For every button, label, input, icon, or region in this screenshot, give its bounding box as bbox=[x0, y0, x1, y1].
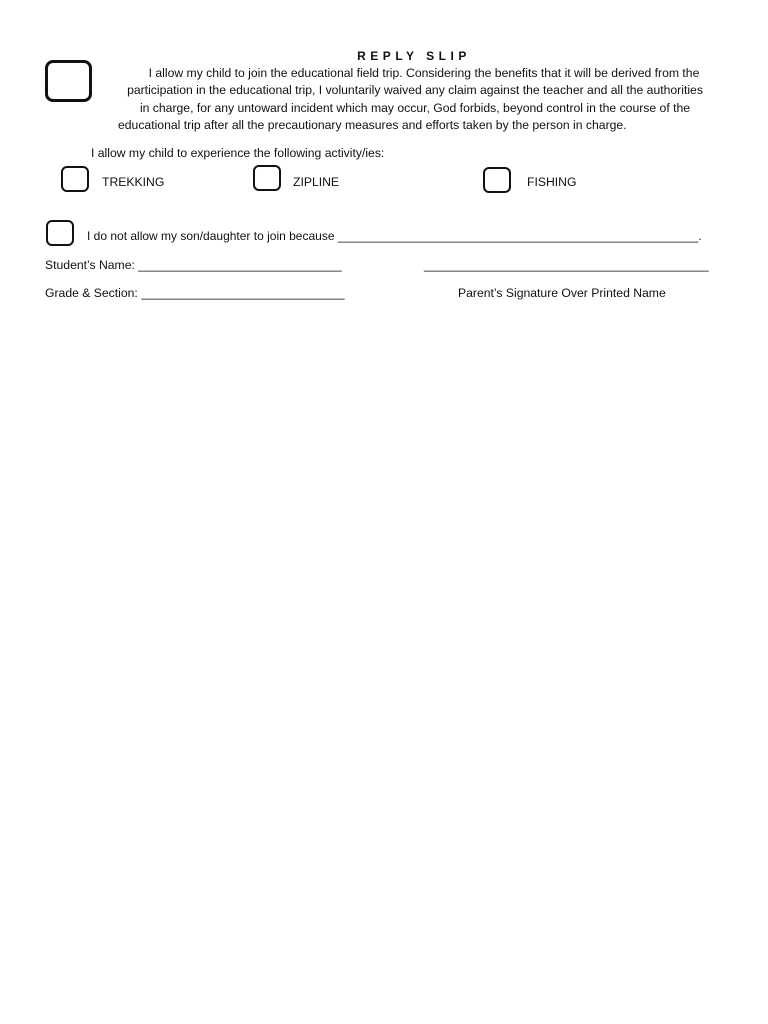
consent-line-2: participation in the educational trip, I voluntarily waived any claim against the teacher and all the authorities bbox=[127, 83, 703, 98]
consent-line-1: I allow my child to join the educational field trip. Considering the benefits that it will be derived from the bbox=[148, 66, 700, 80]
zipline-label: ZIPLINE bbox=[293, 175, 340, 189]
parent-signature-line[interactable]: __________________________________________ bbox=[424, 258, 709, 272]
consent-paragraph bbox=[104, 65, 726, 135]
grade-section-field[interactable]: Grade & Section: ______________________________ bbox=[45, 286, 345, 300]
trekking-label: TREKKING bbox=[102, 175, 165, 189]
decline-reason-field[interactable]: I do not allow my son/daughter to join because ______________________________________________________. bbox=[87, 229, 702, 243]
zipline-checkbox[interactable] bbox=[253, 165, 281, 191]
page-title: REPLY SLIP bbox=[357, 49, 471, 63]
fishing-label: FISHING bbox=[527, 175, 577, 189]
trekking-checkbox[interactable] bbox=[61, 166, 89, 192]
decline-checkbox[interactable] bbox=[46, 220, 74, 246]
fishing-checkbox[interactable] bbox=[483, 167, 511, 193]
activities-prompt: I allow my child to experience the following activity/ies: bbox=[91, 146, 385, 160]
consent-line-3: in charge, for any untoward incident which may occur, God forbids, beyond control in the course of the bbox=[139, 100, 691, 115]
consent-checkbox[interactable] bbox=[45, 60, 92, 102]
parent-signature-label: Parent’s Signature Over Printed Name bbox=[458, 286, 666, 300]
student-name-field[interactable]: Student’s Name: ______________________________ bbox=[45, 258, 342, 272]
consent-line-4: educational trip after all the precautionary measures and efforts taken by the person in charge. bbox=[118, 118, 627, 133]
